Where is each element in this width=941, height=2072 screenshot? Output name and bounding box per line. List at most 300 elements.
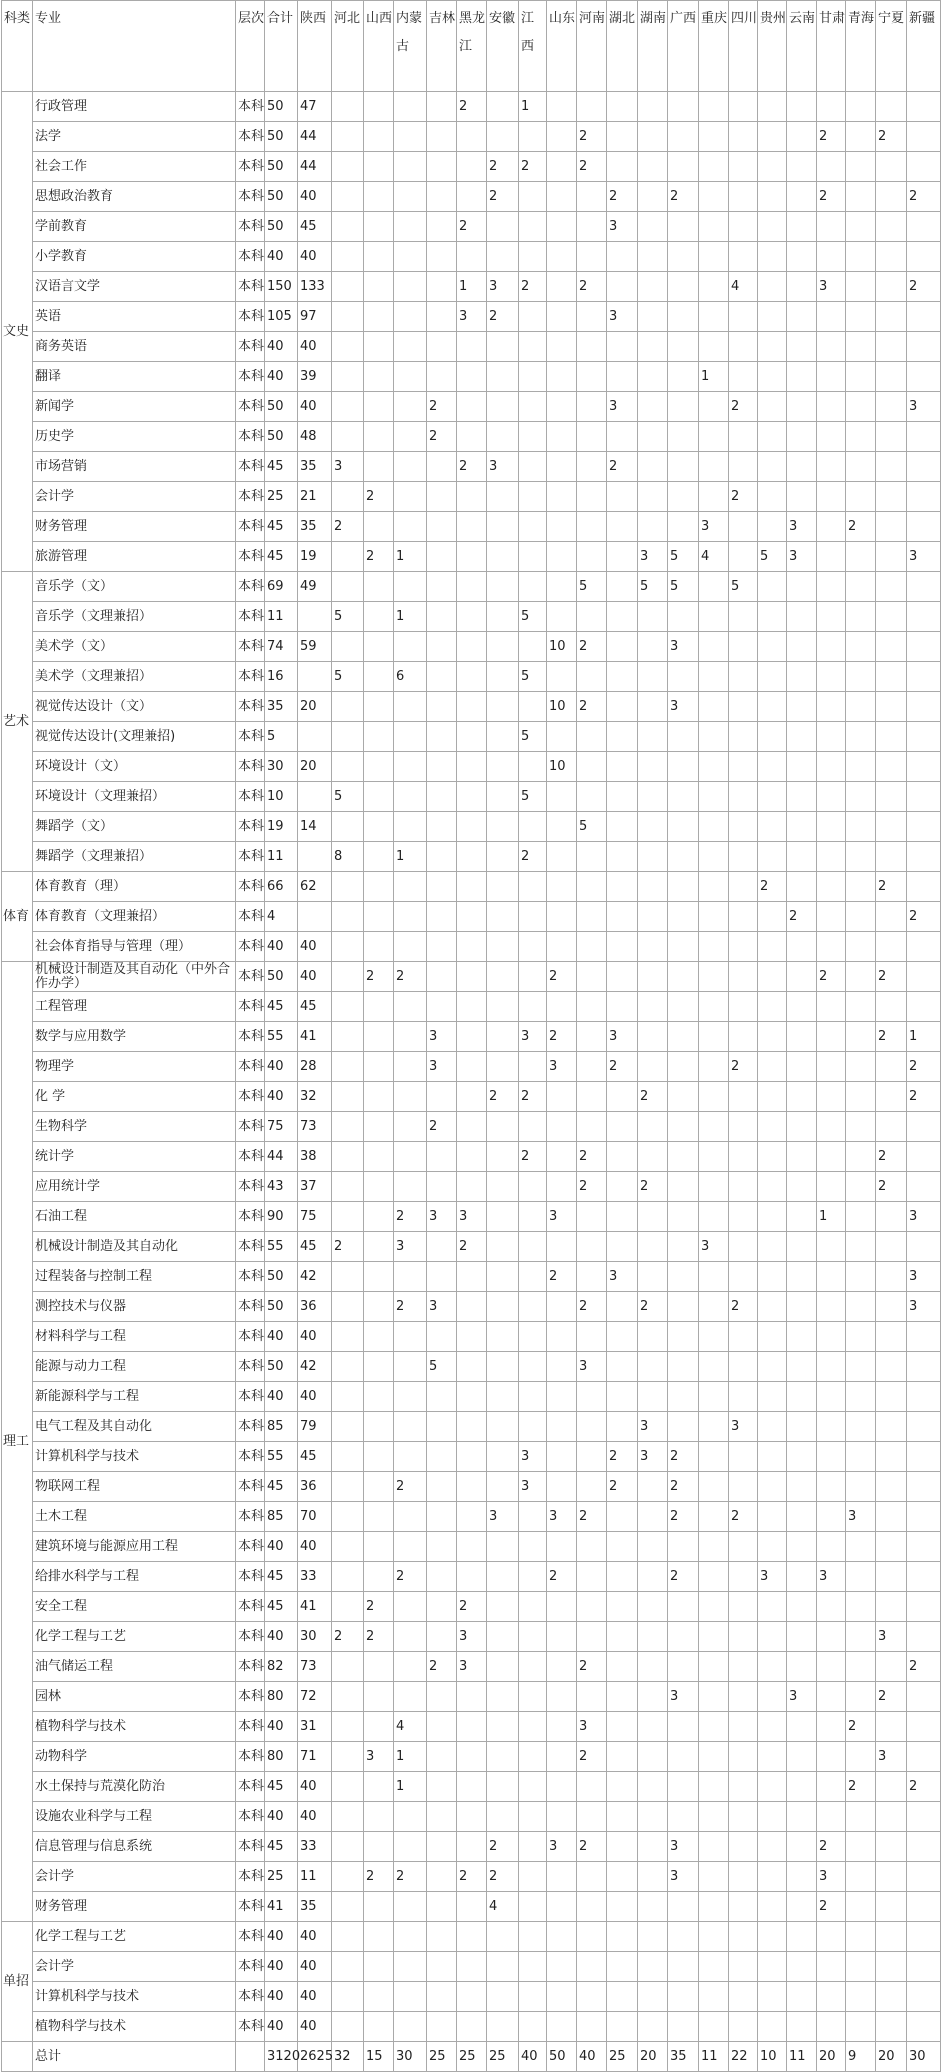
- quota-cell-nx: 3: [876, 1622, 907, 1652]
- level-cell: 本科: [236, 752, 265, 782]
- quota-cell-nx: [876, 1232, 907, 1262]
- quota-cell-shx: [364, 1472, 394, 1502]
- quota-cell-cq: [699, 1322, 729, 1352]
- quota-cell-hb: [332, 1352, 364, 1382]
- quota-cell-nx: [876, 422, 907, 452]
- quota-cell-hlj: 3: [457, 1622, 487, 1652]
- quota-cell-jl: [427, 1322, 457, 1352]
- quota-cell-qh: [846, 1592, 876, 1622]
- quota-cell-ah: [487, 1952, 519, 1982]
- quota-cell-jx: [519, 2012, 547, 2042]
- quota-cell-gz: [758, 1592, 787, 1622]
- quota-cell-ah: 2: [487, 152, 519, 182]
- quota-cell-qh: [846, 1172, 876, 1202]
- quota-cell-gz: [758, 1172, 787, 1202]
- quota-cell-nx: [876, 1562, 907, 1592]
- quota-cell-hen: [577, 992, 607, 1022]
- table-row: [2, 1352, 941, 1382]
- quota-cell-xj: [907, 812, 941, 842]
- quota-cell-nmg: 1: [394, 542, 427, 572]
- quota-cell-yn: [787, 362, 817, 392]
- quota-cell-jl: [427, 1412, 457, 1442]
- quota-cell-shx: [364, 332, 394, 362]
- quota-cell-shx: [364, 242, 394, 272]
- quota-cell-yn: [787, 452, 817, 482]
- quota-cell-hb: [332, 152, 364, 182]
- quota-cell-hb: [332, 122, 364, 152]
- quota-cell-jl: [427, 1142, 457, 1172]
- header-province-xj: [907, 1, 941, 92]
- quota-cell-jl: [427, 782, 457, 812]
- quota-cell-cq: [699, 422, 729, 452]
- quota-cell-hb: [332, 752, 364, 782]
- quota-cell-gz: [758, 602, 787, 632]
- quota-cell-hb: 2: [332, 1232, 364, 1262]
- quota-cell-sx: 44: [298, 122, 332, 152]
- major-cell: 美术学（文理兼招）: [33, 662, 236, 692]
- quota-cell-sc: [729, 812, 758, 842]
- major-cell: 社会工作: [33, 152, 236, 182]
- quota-cell-hb: [332, 182, 364, 212]
- quota-cell-gx: [668, 1052, 699, 1082]
- quota-cell-qh: 2: [846, 512, 876, 542]
- quota-cell-gx: 2: [668, 1562, 699, 1592]
- quota-cell-hun: [638, 752, 668, 782]
- quota-cell-gz: [758, 392, 787, 422]
- quota-cell-hb: [332, 1412, 364, 1442]
- quota-cell-gx: [668, 872, 699, 902]
- quota-cell-jx: [519, 392, 547, 422]
- quota-cell-gx: [668, 212, 699, 242]
- quota-cell-gs: [817, 1112, 846, 1142]
- header-province-label: 江西: [521, 11, 535, 54]
- quota-cell-jx: [519, 1832, 547, 1862]
- quota-cell-hen: [577, 92, 607, 122]
- quota-cell-jl: [427, 1562, 457, 1592]
- quota-cell-qh: [846, 482, 876, 512]
- quota-cell-hub: [607, 1412, 638, 1442]
- level-cell: 本科: [236, 1982, 265, 2012]
- quota-cell-nmg: [394, 182, 427, 212]
- quota-cell-shx: 2: [364, 1862, 394, 1892]
- quota-cell-gx: [668, 1592, 699, 1622]
- quota-cell-hlj: 3: [457, 1652, 487, 1682]
- quota-cell-ah: [487, 1352, 519, 1382]
- quota-cell-shx: [364, 122, 394, 152]
- quota-cell-ah: [487, 1622, 519, 1652]
- quota-cell-nmg: [394, 1442, 427, 1472]
- header-province-label: 湖南: [640, 11, 667, 26]
- quota-cell-sc: [729, 752, 758, 782]
- quota-cell-jx: [519, 1982, 547, 2012]
- quota-cell-jl: [427, 332, 457, 362]
- quota-cell-sc: [729, 662, 758, 692]
- quota-cell-hb: [332, 632, 364, 662]
- quota-cell-yn: [787, 1472, 817, 1502]
- quota-cell-jl: [427, 1442, 457, 1472]
- quota-cell-sc: 2: [729, 1292, 758, 1322]
- level-cell: 本科: [236, 1622, 265, 1652]
- quota-cell-jl: [427, 1892, 457, 1922]
- quota-cell-gz: [758, 1742, 787, 1772]
- header-province-label: 陕西: [300, 11, 327, 26]
- quota-cell-hen: 2: [577, 152, 607, 182]
- quota-cell-ah: [487, 1412, 519, 1442]
- header-province-label: 甘肃: [819, 11, 846, 26]
- quota-cell-hen: 3: [577, 1712, 607, 1742]
- quota-cell-sx: 33: [298, 1562, 332, 1592]
- quota-cell-cq: [699, 1562, 729, 1592]
- quota-cell-nx: [876, 1442, 907, 1472]
- quota-cell-nmg: [394, 722, 427, 752]
- header-major: 专业: [33, 1, 236, 92]
- quota-cell-cq: [699, 1772, 729, 1802]
- quota-cell-hb: [332, 242, 364, 272]
- quota-cell-sx: 19: [298, 542, 332, 572]
- quota-cell-gz: [758, 362, 787, 392]
- major-cell: 测控技术与仪器: [33, 1292, 236, 1322]
- quota-cell-hlj: [457, 992, 487, 1022]
- quota-cell-sc: [729, 722, 758, 752]
- major-cell: 计算机科学与技术: [33, 1442, 236, 1472]
- quota-cell-hub: [607, 362, 638, 392]
- quota-cell-hun: [638, 362, 668, 392]
- total-cell: 10: [265, 782, 298, 812]
- quota-cell-hlj: [457, 332, 487, 362]
- quota-cell-hlj: [457, 362, 487, 392]
- quota-cell-ah: [487, 662, 519, 692]
- quota-cell-jx: [519, 962, 547, 992]
- major-cell: 物联网工程: [33, 1472, 236, 1502]
- quota-cell-ah: [487, 572, 519, 602]
- quota-cell-nx: 2: [876, 1172, 907, 1202]
- quota-cell-sd: [547, 1532, 577, 1562]
- quota-cell-shx: [364, 1442, 394, 1472]
- quota-cell-xj: 3: [907, 1262, 941, 1292]
- quota-cell-jl: [427, 1262, 457, 1292]
- level-cell: 本科: [236, 1382, 265, 1412]
- quota-cell-nx: [876, 1592, 907, 1622]
- quota-cell-shx: [364, 1172, 394, 1202]
- quota-cell-yn: [787, 1082, 817, 1112]
- quota-cell-hlj: 2: [457, 452, 487, 482]
- quota-cell-nx: [876, 182, 907, 212]
- quota-cell-jx: [519, 212, 547, 242]
- total-cell: 11: [265, 842, 298, 872]
- quota-cell-nmg: [394, 1622, 427, 1652]
- quota-cell-yn: [787, 1952, 817, 1982]
- total-cell: 80: [265, 1742, 298, 1772]
- major-cell: 市场营销: [33, 452, 236, 482]
- quota-cell-hen: [577, 182, 607, 212]
- quota-cell-yn: [787, 1592, 817, 1622]
- quota-cell-jl: [427, 242, 457, 272]
- quota-cell-gx: [668, 782, 699, 812]
- quota-cell-cq: [699, 1442, 729, 1472]
- quota-cell-shx: [364, 182, 394, 212]
- quota-cell-yn: [787, 872, 817, 902]
- quota-cell-sc: [729, 932, 758, 962]
- quota-cell-sc: [729, 1982, 758, 2012]
- quota-cell-jl: [427, 92, 457, 122]
- quota-cell-gx: [668, 1952, 699, 1982]
- header-province-label: 湖北: [609, 11, 636, 26]
- major-cell: 旅游管理: [33, 542, 236, 572]
- quota-cell-gz: [758, 1892, 787, 1922]
- quota-cell-jx: [519, 332, 547, 362]
- table-row: [2, 1412, 941, 1442]
- quota-cell-jl: [427, 572, 457, 602]
- quota-cell-sc: 2: [729, 1052, 758, 1082]
- quota-cell-gs: [817, 1292, 846, 1322]
- quota-cell-qh: [846, 1742, 876, 1772]
- quota-cell-jx: [519, 1592, 547, 1622]
- quota-cell-hlj: [457, 1772, 487, 1802]
- quota-cell-cq: [699, 1502, 729, 1532]
- quota-cell-yn: [787, 422, 817, 452]
- total-row: [2, 2042, 941, 2072]
- quota-cell-shx: [364, 1982, 394, 2012]
- quota-cell-hen: [577, 1562, 607, 1592]
- quota-cell-sd: [547, 992, 577, 1022]
- quota-cell-hun: [638, 1952, 668, 1982]
- quota-cell-hub: [607, 152, 638, 182]
- quota-cell-xj: 2: [907, 1052, 941, 1082]
- quota-cell-jl: [427, 992, 457, 1022]
- quota-cell-hb: [332, 1472, 364, 1502]
- quota-cell-xj: 3: [907, 392, 941, 422]
- quota-cell-sd: [547, 122, 577, 152]
- quota-cell-gz: [758, 242, 787, 272]
- quota-cell-gx: [668, 842, 699, 872]
- quota-cell-gx: [668, 242, 699, 272]
- quota-cell-jl: [427, 932, 457, 962]
- total-cell-sc: 22: [729, 2042, 758, 2072]
- quota-cell-nx: [876, 1502, 907, 1532]
- quota-cell-gx: [668, 602, 699, 632]
- quota-cell-hun: [638, 1592, 668, 1622]
- quota-cell-nx: [876, 302, 907, 332]
- quota-cell-xj: 3: [907, 542, 941, 572]
- quota-cell-gs: [817, 1382, 846, 1412]
- quota-cell-qh: [846, 1832, 876, 1862]
- quota-cell-hub: [607, 1142, 638, 1172]
- quota-cell-gx: [668, 422, 699, 452]
- quota-cell-jx: [519, 1952, 547, 1982]
- quota-cell-gz: [758, 1862, 787, 1892]
- quota-cell-sx: 40: [298, 1952, 332, 1982]
- total-cell-shx: 15: [364, 2042, 394, 2072]
- quota-cell-sd: [547, 182, 577, 212]
- level-cell: 本科: [236, 1022, 265, 1052]
- quota-cell-cq: [699, 1802, 729, 1832]
- quota-cell-gx: [668, 392, 699, 422]
- quota-cell-gx: [668, 1622, 699, 1652]
- quota-cell-cq: [699, 1382, 729, 1412]
- quota-cell-yn: [787, 1442, 817, 1472]
- table-row: [2, 92, 941, 122]
- quota-cell-hen: [577, 902, 607, 932]
- quota-cell-sx: 44: [298, 152, 332, 182]
- quota-cell-hun: [638, 1352, 668, 1382]
- header-province-jl: [427, 1, 457, 92]
- quota-cell-hlj: [457, 1142, 487, 1172]
- quota-cell-hb: [332, 272, 364, 302]
- quota-cell-hen: [577, 302, 607, 332]
- quota-cell-xj: [907, 1622, 941, 1652]
- quota-cell-nx: 2: [876, 872, 907, 902]
- quota-cell-nmg: 2: [394, 1562, 427, 1592]
- quota-cell-cq: [699, 1922, 729, 1952]
- quota-cell-hb: [332, 1082, 364, 1112]
- quota-cell-sx: 20: [298, 752, 332, 782]
- total-cell: 40: [265, 1622, 298, 1652]
- quota-cell-cq: [699, 1952, 729, 1982]
- major-cell: 环境设计（文理兼招）: [33, 782, 236, 812]
- level-cell: 本科: [236, 272, 265, 302]
- quota-cell-hen: [577, 512, 607, 542]
- quota-cell-xj: [907, 1322, 941, 1352]
- quota-cell-qh: 2: [846, 1712, 876, 1742]
- quota-cell-yn: [787, 482, 817, 512]
- quota-cell-ah: [487, 1922, 519, 1952]
- quota-cell-hub: [607, 932, 638, 962]
- quota-cell-jx: 2: [519, 152, 547, 182]
- quota-cell-gx: 3: [668, 632, 699, 662]
- quota-cell-jx: [519, 992, 547, 1022]
- quota-cell-sc: [729, 212, 758, 242]
- quota-cell-yn: [787, 272, 817, 302]
- quota-cell-cq: [699, 1082, 729, 1112]
- quota-cell-xj: [907, 332, 941, 362]
- quota-cell-gs: [817, 362, 846, 392]
- quota-cell-qh: [846, 152, 876, 182]
- quota-cell-hun: [638, 692, 668, 722]
- quota-cell-gz: [758, 902, 787, 932]
- quota-cell-sx: 21: [298, 482, 332, 512]
- quota-cell-hun: 2: [638, 1082, 668, 1112]
- quota-cell-cq: [699, 1982, 729, 2012]
- quota-cell-gz: [758, 422, 787, 452]
- quota-cell-cq: [699, 1862, 729, 1892]
- quota-cell-gz: [758, 1082, 787, 1112]
- quota-cell-hb: [332, 1952, 364, 1982]
- quota-cell-hen: 5: [577, 812, 607, 842]
- quota-cell-cq: [699, 572, 729, 602]
- quota-cell-jx: 3: [519, 1472, 547, 1502]
- total-cell: 50: [265, 1352, 298, 1382]
- quota-cell-sc: [729, 1232, 758, 1262]
- quota-cell-gs: [817, 1472, 846, 1502]
- quota-cell-gs: [817, 1022, 846, 1052]
- table-row: [2, 1382, 941, 1412]
- quota-cell-hb: [332, 1022, 364, 1052]
- quota-cell-xj: [907, 1502, 941, 1532]
- quota-cell-gs: [817, 212, 846, 242]
- quota-cell-cq: [699, 752, 729, 782]
- major-cell: 视觉传达设计(文理兼招): [33, 722, 236, 752]
- quota-cell-ah: [487, 482, 519, 512]
- table-row: [2, 1862, 941, 1892]
- quota-cell-hun: [638, 1502, 668, 1532]
- quota-cell-hen: 2: [577, 272, 607, 302]
- table-row: [2, 542, 941, 572]
- quota-cell-gz: [758, 182, 787, 212]
- quota-cell-hb: 2: [332, 1622, 364, 1652]
- major-cell: 建筑环境与能源应用工程: [33, 1532, 236, 1562]
- total-cell: 16: [265, 662, 298, 692]
- quota-cell-ah: [487, 1682, 519, 1712]
- level-cell: 本科: [236, 1292, 265, 1322]
- quota-cell-yn: [787, 1352, 817, 1382]
- quota-cell-shx: [364, 1232, 394, 1262]
- quota-cell-nx: [876, 392, 907, 422]
- quota-cell-gz: [758, 1202, 787, 1232]
- table-row: [2, 122, 941, 152]
- quota-cell-ah: 3: [487, 452, 519, 482]
- total-cell: 50: [265, 92, 298, 122]
- quota-cell-gz: [758, 1262, 787, 1292]
- quota-cell-cq: [699, 332, 729, 362]
- table-row: [2, 1562, 941, 1592]
- quota-cell-xj: 2: [907, 902, 941, 932]
- quota-cell-cq: [699, 122, 729, 152]
- quota-cell-hlj: 2: [457, 212, 487, 242]
- quota-cell-gx: [668, 1652, 699, 1682]
- level-cell: 本科: [236, 2012, 265, 2042]
- quota-cell-nmg: [394, 1502, 427, 1532]
- quota-cell-ah: [487, 1022, 519, 1052]
- quota-cell-sd: [547, 1712, 577, 1742]
- quota-cell-shx: [364, 512, 394, 542]
- quota-cell-nmg: [394, 1262, 427, 1292]
- quota-cell-ah: [487, 1982, 519, 2012]
- table-row: [2, 722, 941, 752]
- quota-cell-cq: 3: [699, 1232, 729, 1262]
- level-cell: 本科: [236, 422, 265, 452]
- quota-cell-hub: [607, 1202, 638, 1232]
- level-cell: 本科: [236, 662, 265, 692]
- category-cell: 文史: [2, 92, 33, 572]
- quota-cell-nx: [876, 782, 907, 812]
- quota-cell-sd: [547, 392, 577, 422]
- header-province-sx: [298, 1, 332, 92]
- quota-cell-gs: [817, 662, 846, 692]
- quota-cell-nmg: 3: [394, 1232, 427, 1262]
- quota-cell-jl: [427, 692, 457, 722]
- quota-cell-hlj: [457, 482, 487, 512]
- quota-cell-hlj: [457, 1352, 487, 1382]
- major-cell: 园林: [33, 1682, 236, 1712]
- quota-cell-hb: [332, 92, 364, 122]
- table-row: [2, 332, 941, 362]
- total-cell-nmg: 30: [394, 2042, 427, 2072]
- quota-cell-jl: [427, 1172, 457, 1202]
- quota-cell-gs: [817, 92, 846, 122]
- quota-cell-nx: 2: [876, 1142, 907, 1172]
- quota-cell-gz: [758, 1022, 787, 1052]
- quota-cell-gs: [817, 1772, 846, 1802]
- table-row: [2, 1262, 941, 1292]
- quota-cell-nx: [876, 992, 907, 1022]
- total-row-category: [2, 2042, 33, 2072]
- quota-cell-nmg: [394, 1142, 427, 1172]
- quota-cell-gz: [758, 992, 787, 1022]
- quota-cell-jx: [519, 512, 547, 542]
- quota-cell-hub: [607, 1082, 638, 1112]
- grand-total-cell: 3120: [265, 2042, 298, 2072]
- quota-cell-hen: [577, 1772, 607, 1802]
